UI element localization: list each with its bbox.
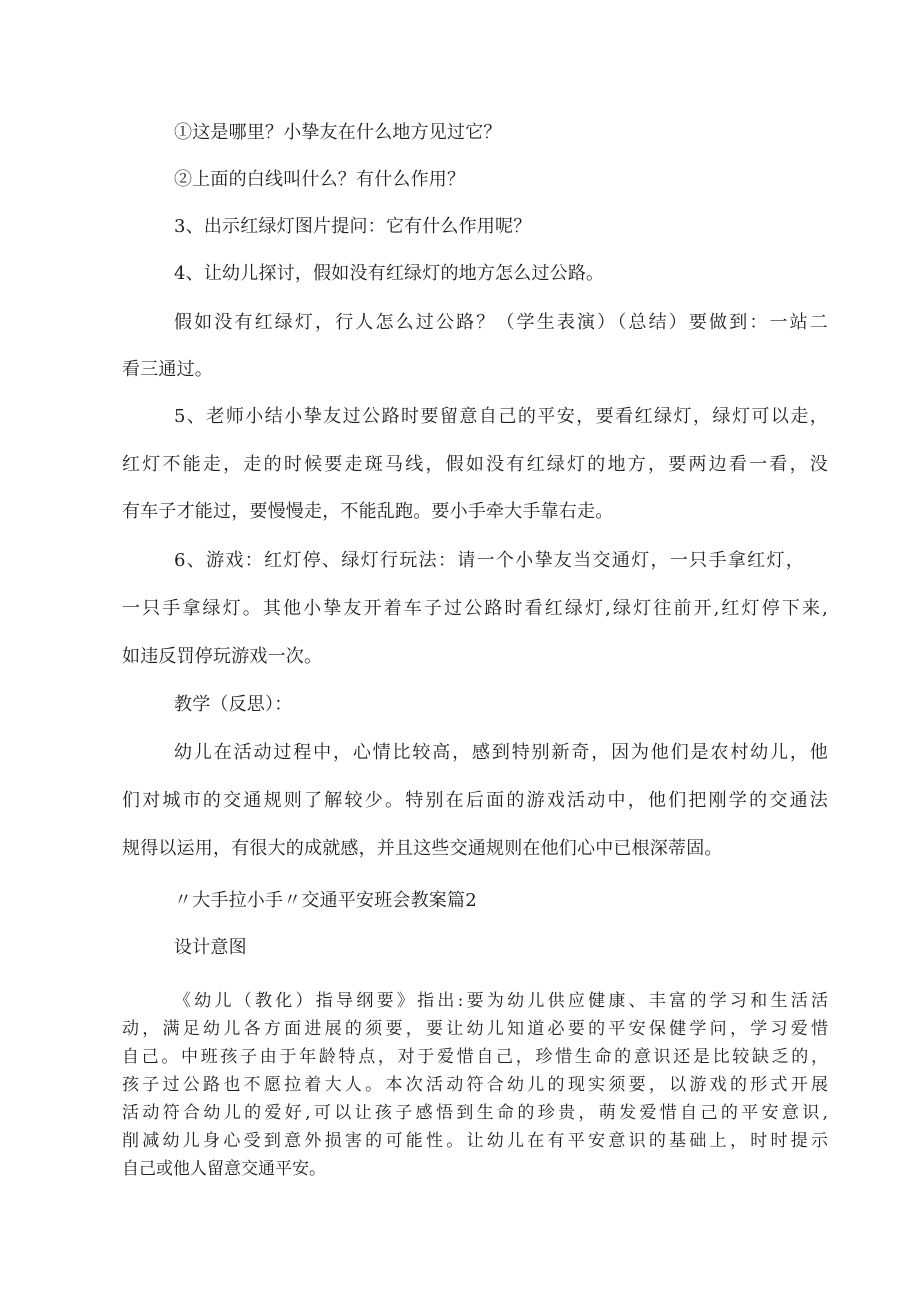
paragraph-line: 假如没有红绿灯，行人怎么过公路？（学生表演）（总结）要做到：一站二 <box>174 312 828 333</box>
paragraph-line: 有车子才能过，要慢慢走，不能乱跑。要小手牵大手靠右走。 <box>122 501 614 522</box>
design-intent-line: 动，满足幼儿各方面进展的须要，要让幼儿知道必要的平安保健学问，学习爱惜 <box>122 1019 828 1039</box>
paragraph-line: 红灯不能走，走的时候要走斑马线，假如没有红绿灯的地方，要两边看一看，没 <box>122 454 828 475</box>
paragraph-line: 如违反罚停玩游戏一次。 <box>122 646 323 667</box>
design-intent-line: 自己。中班孩子由于年龄特点，对于爱惜自己，珍惜生命的意识还是比较缺乏的， <box>122 1047 828 1067</box>
reflection-paragraph-line: 规得以运用，有很大的成就感，并且这些交通规则在他们心中已根深蒂固。 <box>122 838 723 859</box>
paragraph-line: 看三通过。 <box>122 359 213 380</box>
question-2: ②上面的白线叫什么？有什么作用？ <box>174 169 466 190</box>
reflection-heading: 教学（反思）： <box>174 694 293 715</box>
step-4: 4、让幼儿探讨，假如没有红绿灯的地方怎么过公路。 <box>174 263 605 284</box>
paragraph-line: 一只手拿绿灯。其他小挚友开着车子过公路时看红绿灯,绿灯往前开,红灯停下来, <box>122 598 828 619</box>
design-intent-line: 《幼儿（教化）指导纲要》指出:要为幼儿供应健康、丰富的学习和生活活 <box>174 991 828 1011</box>
reflection-paragraph-line: 们对城市的交通规则了解较少。特别在后面的游戏活动中，他们把刚学的交通法 <box>122 790 828 811</box>
step-5: 5、老师小结小挚友过公路时要留意自己的平安，要看红绿灯，绿灯可以走， <box>174 406 828 427</box>
design-intent-line: 自己或他人留意交通平安。 <box>122 1159 326 1179</box>
question-1: ①这是哪里？小挚友在什么地方见过它？ <box>174 122 502 143</box>
reflection-paragraph-line: 幼儿在活动过程中，心情比较高，感到特别新奇，因为他们是农村幼儿，他 <box>174 742 828 763</box>
design-intent-line: 孩子过公路也不愿拉着大人。本次活动符合幼儿的现实须要，以游戏的形式开展 <box>122 1075 828 1095</box>
design-intent-line: 活动符合幼儿的爱好,可以让孩子感悟到生命的珍贵，萌发爱惜自己的平安意识, <box>122 1103 828 1123</box>
design-intent-line: 削减幼儿身心受到意外损害的可能性。让幼儿在有平安意识的基础上，时时提示 <box>122 1131 828 1151</box>
section-title: 〃大手拉小手〃交通平安班会教案篇2 <box>174 890 477 911</box>
step-6: 6、游戏：红灯停、绿灯行玩法：请一个小挚友当交通灯，一只手拿红灯， <box>174 550 804 571</box>
design-intent-heading: 设计意图 <box>174 937 247 958</box>
step-3: 3、出示红绿灯图片提问：它有什么作用呢？ <box>174 216 532 237</box>
